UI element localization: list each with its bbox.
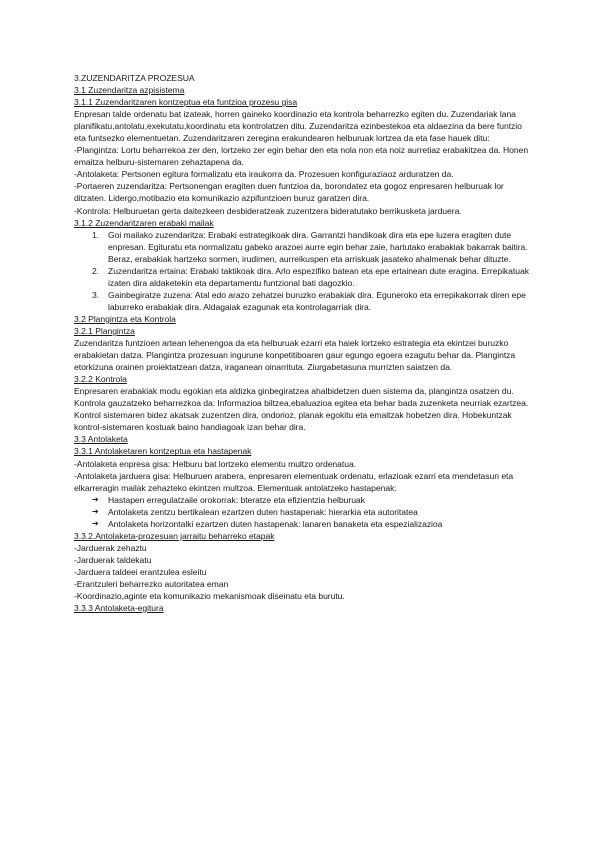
list-line: -Koordinazio,aginte eta komunikazio mekanismoak diseinatu eta burutu. xyxy=(74,591,345,602)
list-item xyxy=(74,229,532,265)
list-number: 2. xyxy=(92,265,100,276)
heading-3-2-2: 3.2.2 Kontrola xyxy=(74,374,127,385)
heading-3-3: 3.3 Antolaketa xyxy=(74,434,128,445)
heading-3-3-1: 3.3.1 Antolaketaren kontzeptua eta hastapenak xyxy=(74,446,252,457)
paragraph: -Antolaketa: Pertsonen egitura formalizatu eta iraukorra da. Prozesuen konfiguraziaoz arduratzen da. xyxy=(74,169,454,180)
heading-3-3-2: 3.3.2.Antolaketa-prozesuan jarraitu beharreko etapak xyxy=(74,530,275,541)
list-item xyxy=(74,289,532,313)
list-item-text: Zuzendaritza ertaina: Erabaki taktikoak dira. Arlo espezifiko batean eta epe ertainean dute eragina. Errepikatuak izaten dira aldaketekin eta departamentu funtzional bati dagozkio. xyxy=(108,265,529,288)
document-body xyxy=(74,72,532,614)
arrow-bullet-icon: ➔ xyxy=(92,506,99,516)
paragraph: Zuzendaritza funtzioen artean lehenengoa da eta helburuak ezarri eta haiek lortzeko estrategia eta ekintzei buruzko erabakietan datza. Plangintza prozesuan ingurune konpetitiboaren gaur egungo egoera ezagutu behar da. Plangintza etorkizuna orainen proiektatzean datza, iraganean oinarrituta. Ziurgabetasuna murrizten saiatzen da. xyxy=(74,338,516,373)
paragraph: -Antolaketa enpresa gisa: Helburu bat lortzeko elementu multzo ordenatua. xyxy=(74,458,357,469)
heading-3-1-1: 3.1.1 Zuzendaritzaren kontzeptua eta funtzioa prozesu gisa xyxy=(74,97,298,108)
list-line: -Jarduerak taldekatu xyxy=(74,554,152,565)
decision-levels-list xyxy=(74,229,532,313)
list-line: -Erantzuleri beharrezko autoritatea eman xyxy=(74,578,229,589)
paragraph: -Antolaketa jarduera gisa: Helburuen arabera, enpresaren elementuak ordenatu, erlazioak ezarri eta mendetasun eta elkarreragin mailak zehazteko ekintzen multzoa. Elementuak antolatzeko hastapenak: xyxy=(74,470,514,493)
paragraph: Enpresaren erabakiak modu egokian eta aldizka ginbegiratzea ahalbidetzen duen sistema da, plangintza osatzen du. Kontrola gauzatzeko beharrezkoa da: Informazioa biltzea,ebaluazioa egitea eta behar bada zuzenketa neurriak ezartzea. Kontrol sistemaren bidez akatsak zuzentzen dira, ondorioz, planak egokitu eta emaitzak hobetzen dira. Hobekuntzak kontrol-sistemaren kostuak baino handiagoak izan behar dira. xyxy=(74,386,529,433)
list-item xyxy=(74,265,532,289)
principles-list xyxy=(74,494,532,530)
heading-3-3-3: 3.3.3 Antolaketa-egitura xyxy=(74,603,164,614)
list-number: 3. xyxy=(92,289,100,300)
list-item xyxy=(74,518,532,530)
list-item-text: Gainbegiratze zuzena: Atal edo arazo zehatzei buruzko erabakiak dira. Eguneroko eta errepikakorrak diren epe laburreko erabakiak dira. Aldagaiak ezagunak eta kontrolagarriak dira. xyxy=(108,289,526,312)
list-item-text: Antolaketa zentzu bertikalean ezartzen duten hastapenak: hierarkia eta autoritatea xyxy=(108,506,418,517)
list-item-text: Antolaketa horizontalki ezartzen duten hastapenak: lanaren banaketa eta espezializazioa xyxy=(108,518,443,529)
heading-3-2: 3.2 Plangintza eta Kontrola xyxy=(74,313,176,324)
list-line: -Jarduerak zehaztu xyxy=(74,542,147,553)
paragraph: -Kontrola: Helburuetan gerta daitezkeen desbideratzeak zuzentzera bideratutako berrikusketa jarduera. xyxy=(74,205,462,216)
list-number: 1. xyxy=(92,229,100,240)
arrow-bullet-icon: ➔ xyxy=(92,494,99,504)
heading-zuzendaritza-prozesua: 3.ZUZENDARITZA PROZESUA xyxy=(74,73,195,83)
list-item xyxy=(74,506,532,518)
list-item-text: Hastapen erregulatzaile orokorrak: bteratze eta efizientzia helburuak xyxy=(108,494,365,505)
paragraph: Enpresan talde ordenatu bat izateak, horren gaineko koordinazio eta kontrola beharrezko egiten du. Zuzendariak lana planifikatu,antolatu,exekutatu,koordinatu eta kontrolatzen ditu. Zuzendaritza ezinbestekoa eta aldaezina da bere funtzio eta funtsezko elementuetan. Zuzendaritzaren zeregina erakundearen helburuak lortzea da eta fase hauek ditu: xyxy=(74,109,522,144)
list-item xyxy=(74,494,532,506)
arrow-bullet-icon: ➔ xyxy=(92,518,99,528)
heading-3-1-2: 3.1.2 Zuzendaritzaren erabaki mailak xyxy=(74,217,214,228)
heading-3-2-1: 3.2.1 Plangintza xyxy=(74,325,135,336)
list-line: -Jarduera taldeei erantzulea esleitu xyxy=(74,566,207,577)
paragraph: -Portaeren zuzendaritza: Pertsonengan eragiten duen funtzioa da, borondatez eta gogoz enpresaren helburuak lor ditzaten. Lidergo,motibazio eta komunikazio azpifuntzioen buruz garatzen dira. xyxy=(74,181,504,204)
heading-3-1: 3.1 Zuzendaritza azpisistema xyxy=(74,85,185,96)
list-item-text: Goi mailako zuzendaritza: Erabaki estrategikoak dira. Garrantzi handikoak dira eta epe luzera eragiten dute enpresan. Egituratu eta normalizatu gabeko arazoei aurre egin behar zaie, hartutako erabakiak bakarrak baitira. Beraz, erabakiak hartzeko sormen, irudimen, aurreikuspen eta arriskuak jasateko ahalmenak behar dituzte. xyxy=(108,229,528,264)
paragraph: -Plangintza: Lortu beharrekoa zer den, lortzeko zer egin behar den eta nola non eta noiz aurretiaz erabakitzea da. Honen emaitza helburu-sistemaren zehaztapena da. xyxy=(74,145,529,168)
